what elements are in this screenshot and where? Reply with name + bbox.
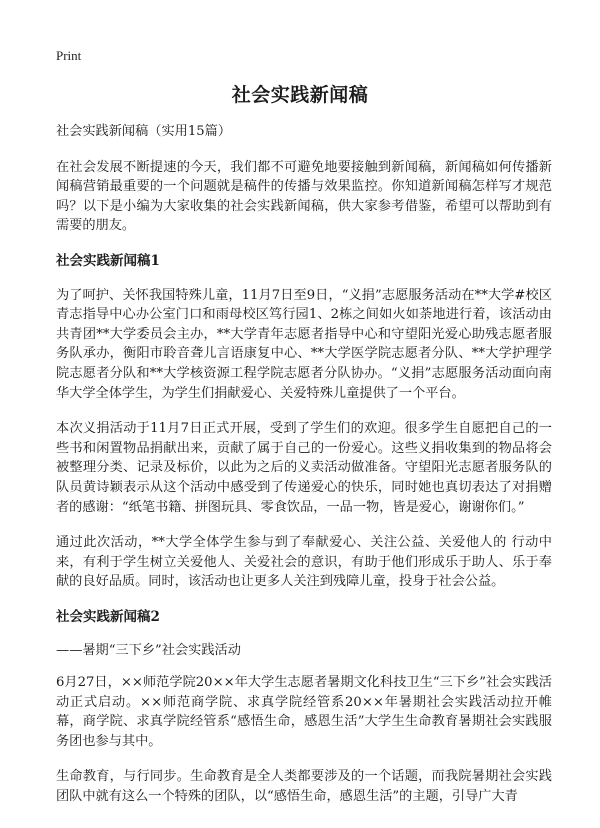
section-1-paragraph-3: 通过此次活动，**大学全体学生参与到了奉献爱心、关注公益、关爱他人的 行动中来，有利于学生树立关爱他人、关爱社会的意识，有助于他们形成乐于助人、乐于奉献的良好品质。同时，该活动也让更多人关注到残障儿童，投身于社会公益。 — [56, 535, 552, 590]
article-body — [56, 122, 552, 823]
section-2-paragraph-1: 6月27日，××师范学院20××年大学生志愿者暑期文化科技卫生“三下乡”社会实践活动正式启动。××师范商学院、求真学院经管系20××年暑期社会实践活动拉开帷幕，商学院、求真学院经管系“感悟生命，感恩生活”大学生生命教育暑期社会实践服务团也参与其中。 — [56, 675, 552, 749]
print-link[interactable]: Print — [56, 48, 82, 63]
section-1-heading: 社会实践新闻稿1 — [56, 252, 160, 269]
article-subtitle: 社会实践新闻稿（实用15篇） — [56, 124, 232, 139]
page-title: 社会实践新闻稿 — [231, 84, 369, 106]
section-2-paragraph-2: 生命教育，与行同步。生命教育是全人类都要涉及的一个话题，而我院暑期社会实践团队中就有这么一个特殊的团队，以“感悟生命，感恩生活”的主题，引导广大青 — [56, 769, 552, 805]
section-1-paragraph-1: 为了呵护、关怀我国特殊儿童，11月7日至9日，“义捐”志愿服务活动在**大学#校区青志指导中心办公室门口和雨母校区笃行园1、2栋之间如火如荼地进行着，该活动由共青团**大学委员会主办，**大学青年志愿者指导中心和守望阳光爱心助残志愿者服务队承办，衡阳市聆音聋儿言语康复中心、**大学医学院志愿者分队、**大学护理学院志愿者分队和**大学核资源工程学院志愿者分队协办。“义捐”志愿服务活动面向南华大学全体学生，为学生们捐献爱心、关爱特殊儿童提供了一个平台。 — [56, 287, 552, 401]
intro-paragraph: 在社会发展不断提速的今天，我们都不可避免地要接触到新闻稿，新闻稿如何传播新闻稿营销最重要的一个问题就是稿件的传播与效果监控。你知道新闻稿怎样写才规范吗？以下是小编为大家收集的社会实践新闻稿，供大家参考借鉴，希望可以帮助到有需要的朋友。 — [56, 159, 552, 234]
section-2-tagline: ——暑期“三下乡”社会实践活动 — [56, 643, 241, 659]
section-2-heading: 社会实践新闻稿2 — [56, 608, 160, 625]
section-1-paragraph-2: 本次义捐活动于11月7日正式开展，受到了学生们的欢迎。很多学生自愿把自己的一些书和闲置物品捐献出来，贡献了属于自己的一份爱心。这些义捐收集到的物品将会被整理分类、记录及标价，以此为之后的义卖活动做准备。守望阳光志愿者服务队的队员黄诗颖表示从这个活动中感受到了传递爱心的快乐，同时她也真切表达了对捐赠者的感谢：“纸笔书籍、拼图玩具、零食饮品，一品一物，皆是爱心，谢谢你们。” — [56, 421, 552, 515]
